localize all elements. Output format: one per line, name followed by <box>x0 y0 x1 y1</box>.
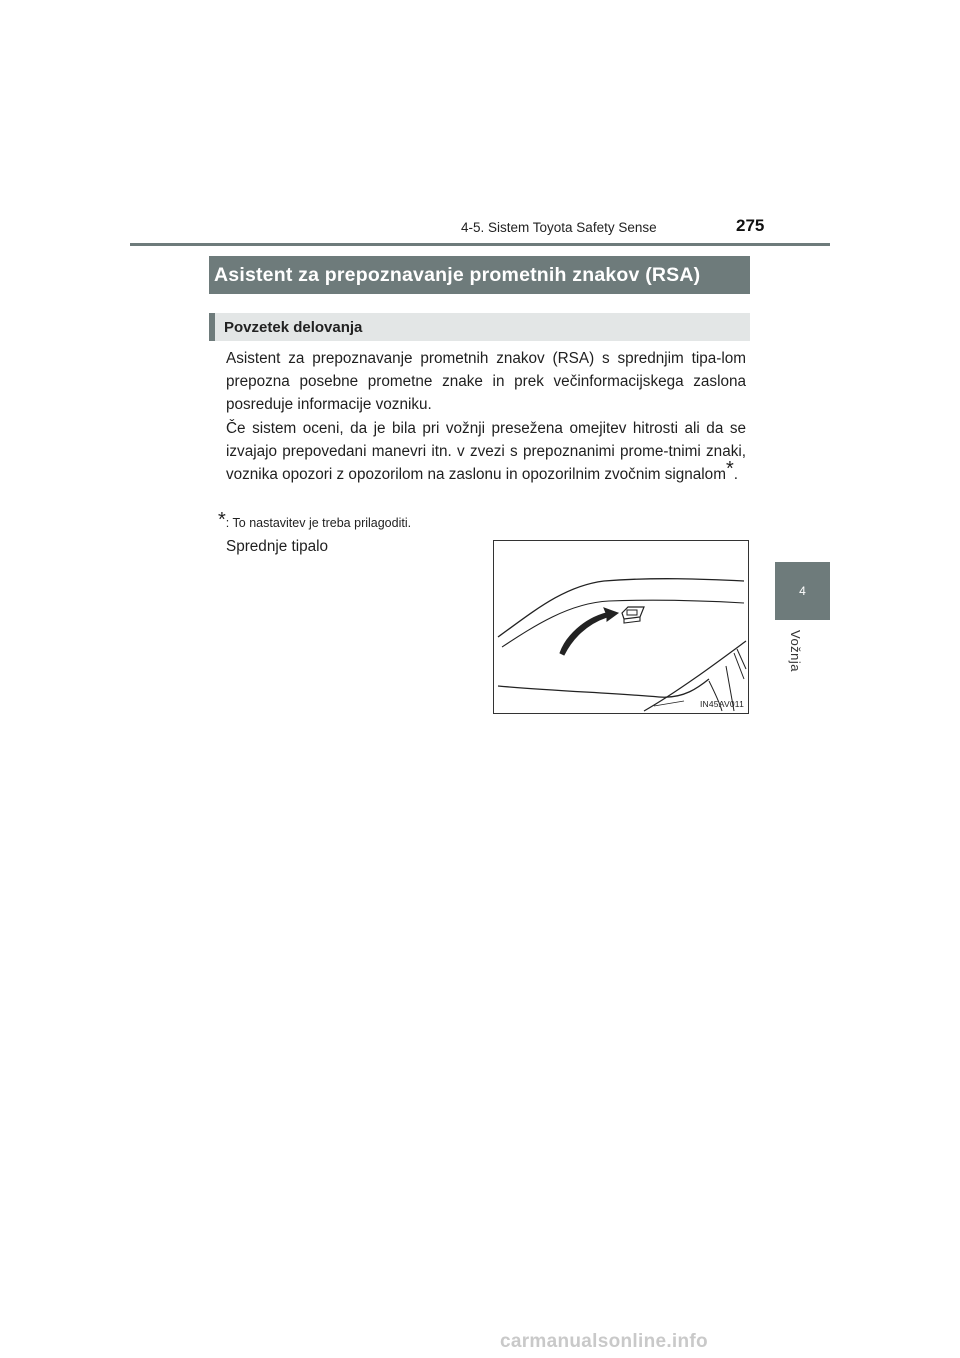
paragraph-warning <box>226 417 746 486</box>
paragraph-overview: Asistent za prepoznavanje prometnih znakov (RSA) s sprednjim tipa-lom prepozna posebne prometne znake in prek večinformacijskega zaslona posreduje informacije vozniku. <box>226 350 746 413</box>
windshield-sensor-illustration <box>494 541 748 713</box>
footnote-text: : To nastavitev je treba prilagoditi. <box>225 516 412 530</box>
paragraph-warning-end: . <box>733 466 738 483</box>
footnote-marker: * <box>218 509 226 531</box>
watermark: carmanualsonline.info <box>500 1331 708 1352</box>
paragraph-warning-text: Če sistem oceni, da je bila pri vožnji presežena omejitev hitrosti ali da se izvajajo prepovedani manevri itn. v zvezi s prepoznanimi prome-tnimi znaki, voznika opozori z opozorilom na zaslonu in opozorilnim zvočnim signalom <box>226 420 746 483</box>
figure-caption: Sprednje tipalo <box>226 538 329 555</box>
pointer-arrow-icon <box>560 608 618 655</box>
front-sensor-figure <box>493 540 749 714</box>
sensor-unit-icon <box>622 607 644 623</box>
header-rule <box>130 243 830 246</box>
header-section-title: 4-5. Sistem Toyota Safety Sense <box>461 220 657 235</box>
chapter-tab-label <box>777 630 827 680</box>
figure-code: IN45AV011 <box>699 699 744 709</box>
section-title: Asistent za prepoznavanje prometnih znakov (RSA) <box>209 256 750 294</box>
page-number: 275 <box>736 216 765 235</box>
chapter-number: 4 <box>799 584 806 598</box>
chapter-tab <box>775 562 830 620</box>
footnote <box>218 509 411 532</box>
chapter-label: Vožnja <box>788 630 803 673</box>
footnote-reference-marker: * <box>725 458 734 480</box>
subsection-title: Povzetek delovanja <box>209 313 750 341</box>
